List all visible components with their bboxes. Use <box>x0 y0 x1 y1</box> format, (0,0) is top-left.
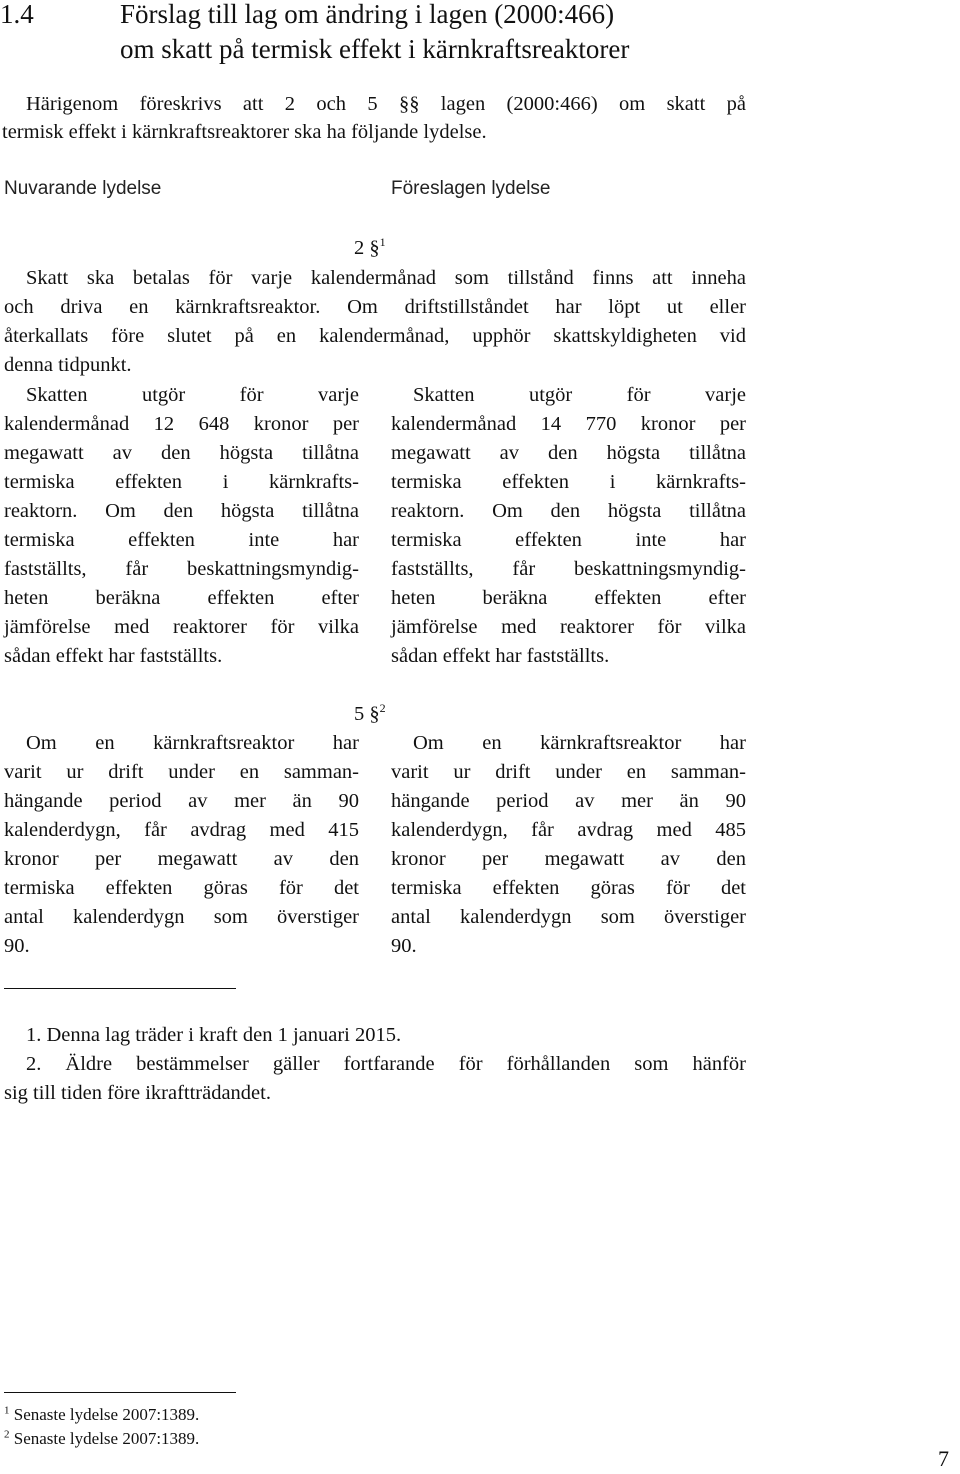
transitional-item-1: 1. Denna lag träder i kraft den 1 januari 2015. <box>26 1024 402 1046</box>
proposed-line: fastställts, får beskattningsmyndig- <box>391 558 746 580</box>
current-line: kronor per megawatt av den <box>4 848 359 870</box>
proposed-line: heten beräkna effekten efter <box>391 587 746 609</box>
current-line: jämförelse med reaktorer för vilka <box>4 616 359 638</box>
proposed-line: varit ur drift under en samman- <box>391 761 746 783</box>
current-line: varit ur drift under en samman- <box>4 761 359 783</box>
proposed-line: termiska effekten göras för det <box>391 877 746 899</box>
transitional-item-2-line-1: 2. Äldre bestämmelser gäller fortfarande för förhållanden som hänför <box>26 1053 746 1075</box>
proposed-line: kronor per megawatt av den <box>391 848 746 870</box>
section-5-label-text: 5 § <box>354 703 380 725</box>
common-line: Skatt ska betalas för varje kalendermånad som tillstånd finns att inneha <box>26 267 746 289</box>
section-5-proposed-text <box>391 729 746 961</box>
footnote-2-text: Senaste lydelse 2007:1389. <box>13 1429 200 1448</box>
section-2-common-text <box>4 264 746 380</box>
current-line: 90. <box>4 935 30 957</box>
proposed-line: termiska effekten i kärnkrafts- <box>391 471 746 493</box>
current-line: reaktorn. Om den högsta tillåtna <box>4 500 359 522</box>
proposed-line: sådan effekt har fastställts. <box>391 645 610 667</box>
current-line: termiska effekten inte har <box>4 529 359 551</box>
footnote-ref-2: 2 <box>379 701 386 716</box>
footnote-1-text: Senaste lydelse 2007:1389. <box>13 1405 200 1424</box>
current-line: kalendermånad 12 648 kronor per <box>4 413 359 435</box>
proposed-line: kalenderdygn, får avdrag med 485 <box>391 819 746 841</box>
section-2-label <box>354 234 386 263</box>
section-number: 1.4 <box>0 0 34 29</box>
proposed-line: hängande period av mer än 90 <box>391 790 746 812</box>
current-column-heading: Nuvarande lydelse <box>4 178 162 199</box>
section-5-label <box>354 700 386 729</box>
footnote-1-ref: 1 <box>4 1404 10 1417</box>
current-line: sådan effekt har fastställts. <box>4 645 223 667</box>
proposed-line: Om en kärnkraftsreaktor har <box>413 732 746 754</box>
footnote-ref-1: 1 <box>379 235 386 250</box>
proposed-line: 90. <box>391 935 417 957</box>
current-line: hängande period av mer än 90 <box>4 790 359 812</box>
transitional-item-2-line-2: sig till tiden före ikraftträdandet. <box>4 1082 271 1104</box>
section-5-current-text <box>4 729 359 961</box>
section-2-label-text: 2 § <box>354 237 380 259</box>
current-line: heten beräkna effekten efter <box>4 587 359 609</box>
footnote-1 <box>4 1404 199 1426</box>
footnote-separator <box>4 1392 236 1393</box>
proposed-line: reaktorn. Om den högsta tillåtna <box>391 500 746 522</box>
common-line: och driva en kärnkraftsreaktor. Om driftstillståndet har löpt ut eller <box>4 296 746 318</box>
current-line: termiska effekten göras för det <box>4 877 359 899</box>
common-line: återkallats före slutet på en kalendermånad, upphör skattskyldigheten vid <box>4 325 746 347</box>
section-2-current-text <box>4 381 359 671</box>
intro-line-2: termisk effekt i kärnkraftsreaktorer ska ha följande lydelse. <box>2 121 487 143</box>
current-line: Skatten utgör för varje <box>26 384 359 406</box>
common-line: denna tidpunkt. <box>4 354 132 376</box>
footnote-2 <box>4 1428 199 1450</box>
current-line: kalenderdygn, får avdrag med 415 <box>4 819 359 841</box>
page-number: 7 <box>938 1446 949 1471</box>
current-line: megawatt av den högsta tillåtna <box>4 442 359 464</box>
current-line: antal kalenderdygn som överstiger <box>4 906 359 928</box>
current-line: termiska effekten i kärnkrafts- <box>4 471 359 493</box>
transitional-separator <box>4 988 236 989</box>
current-line: Om en kärnkraftsreaktor har <box>26 732 359 754</box>
intro-line-1: Härigenom föreskrivs att 2 och 5 §§ lagen (2000:466) om skatt på <box>26 93 746 115</box>
proposed-line: megawatt av den högsta tillåtna <box>391 442 746 464</box>
proposed-line: antal kalenderdygn som överstiger <box>391 906 746 928</box>
proposed-line: termiska effekten inte har <box>391 529 746 551</box>
proposed-line: Skatten utgör för varje <box>413 384 746 406</box>
proposed-line: jämförelse med reaktorer för vilka <box>391 616 746 638</box>
proposed-column-heading: Föreslagen lydelse <box>391 178 551 199</box>
current-line: fastställts, får beskattningsmyndig- <box>4 558 359 580</box>
footnote-2-ref: 2 <box>4 1428 10 1441</box>
heading-line-2: om skatt på termisk effekt i kärnkraftsreaktorer <box>120 34 630 64</box>
heading-line-1: Förslag till lag om ändring i lagen (2000:466) <box>120 0 615 29</box>
section-2-proposed-text <box>391 381 746 671</box>
proposed-line: kalendermånad 14 770 kronor per <box>391 413 746 435</box>
